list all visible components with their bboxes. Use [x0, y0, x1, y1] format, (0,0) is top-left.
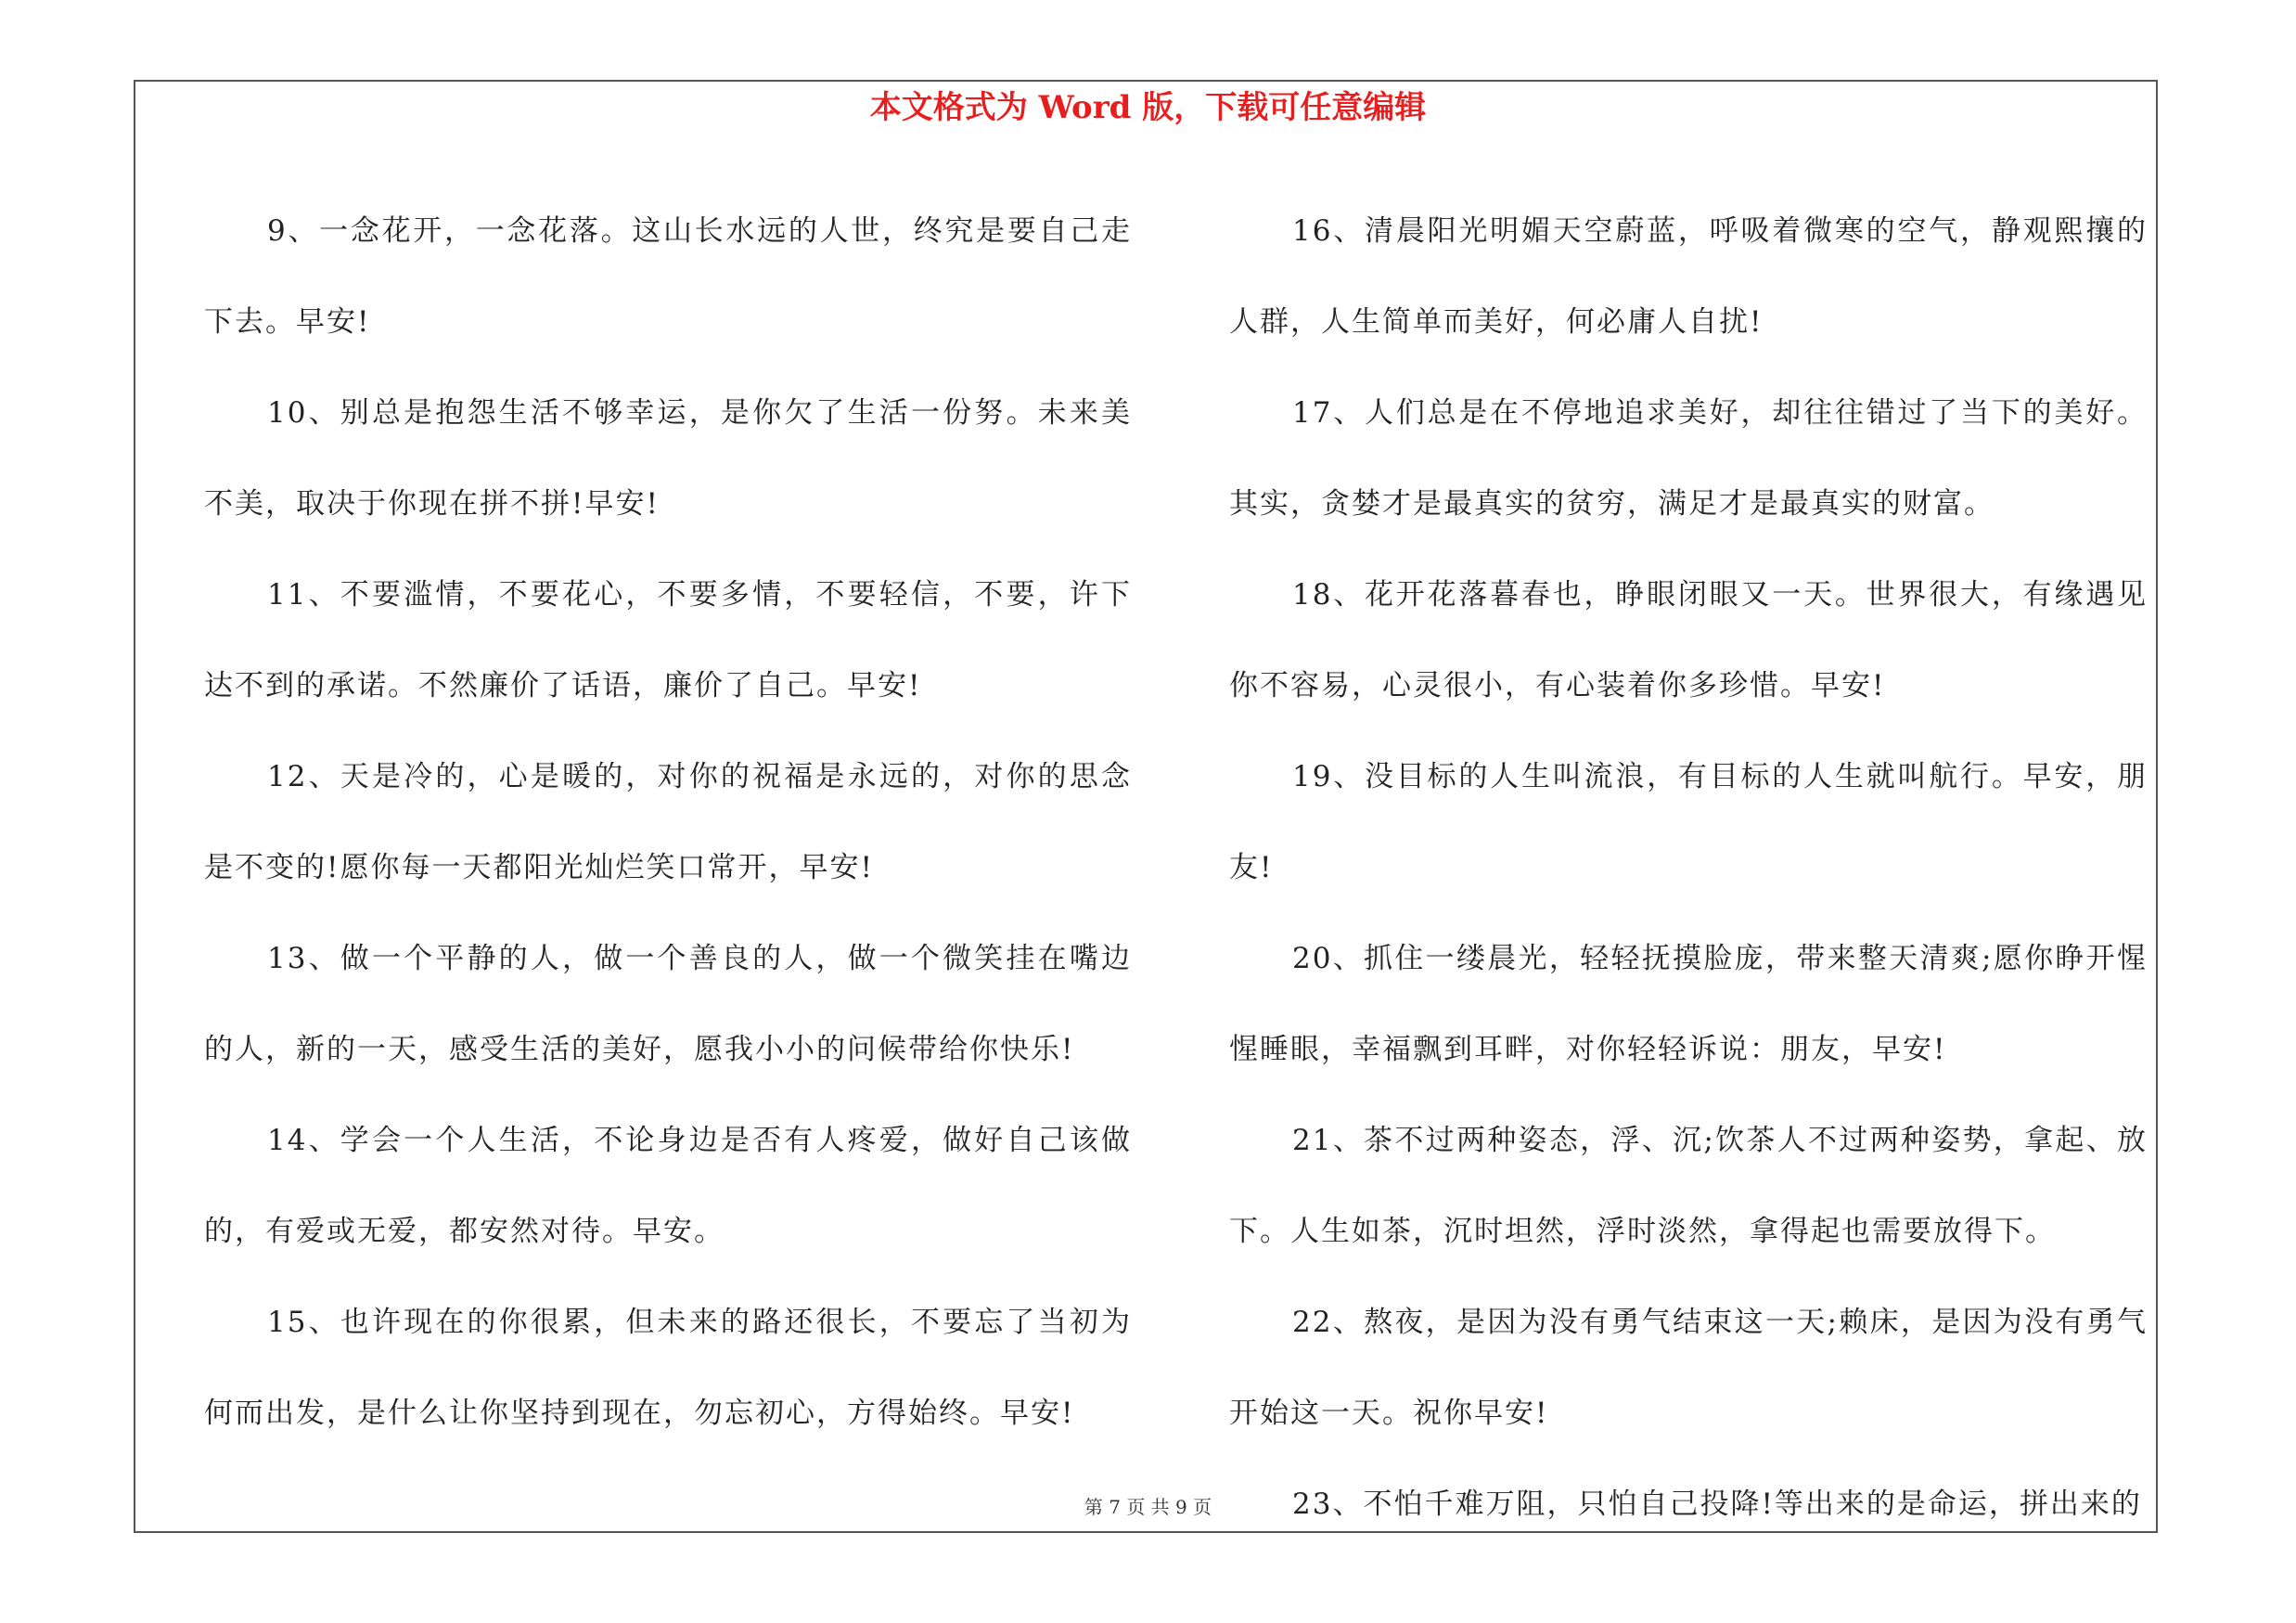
- paragraph-13: 13、做一个平静的人，做一个善良的人，做一个微笑挂在嘴边的人，新的一天，感受生活的美好，愿我小小的问候带给你快乐!: [204, 942, 1132, 1066]
- paragraph-9: 9、一念花开，一念花落。这山长水远的人世，终究是要自己走下去。早安!: [204, 214, 1132, 339]
- paragraph-22: 22、熬夜，是因为没有勇气结束这一天;赖床，是因为没有勇气开始这一天。祝你早安!: [1229, 1306, 2148, 1430]
- paragraph-19: 19、没目标的人生叫流浪，有目标的人生就叫航行。早安，朋友!: [1229, 760, 2148, 884]
- paragraph-15: 15、也许现在的你很累，但未来的路还很长，不要忘了当初为何而出发，是什么让你坚持到现在，勿忘初心，方得始终。早安!: [204, 1306, 1132, 1430]
- paragraph-11: 11、不要滥情，不要花心，不要多情，不要轻信，不要，许下达不到的承诺。不然廉价了话语，廉价了自己。早安!: [204, 578, 1132, 702]
- word-format-banner: 本文格式为 Word 版，下载可任意编辑: [869, 89, 1427, 126]
- paragraph-14: 14、学会一个人生活，不论身边是否有人疼爱，做好自己该做的，有爱或无爱，都安然对待。早安。: [204, 1124, 1132, 1248]
- right-column: [1229, 186, 2148, 1550]
- paragraph-17: 17、人们总是在不停地追求美好，却往往错过了当下的美好。其实，贪婪才是最真实的贫穷，满足才是最真实的财富。: [1229, 396, 2148, 521]
- page-number-footer: 第 7 页 共 9 页: [1084, 1496, 1212, 1518]
- paragraph-23: 23、不怕千难万阻，只怕自己投降!等出来的是命运，拼出来的: [1292, 1488, 2142, 1521]
- paragraph-16: 16、清晨阳光明媚天空蔚蓝，呼吸着微寒的空气，静观熙攘的人群，人生简单而美好，何必庸人自扰!: [1229, 214, 2148, 339]
- paragraph-21: 21、茶不过两种姿态，浮、沉;饮茶人不过两种姿势，拿起、放下。人生如茶，沉时坦然，浮时淡然，拿得起也需要放得下。: [1229, 1124, 2148, 1248]
- left-column: [204, 186, 1132, 1459]
- paragraph-18: 18、花开花落暮春也，睁眼闭眼又一天。世界很大，有缘遇见你不容易，心灵很小，有心装着你多珍惜。早安!: [1229, 578, 2148, 702]
- paragraph-12: 12、天是冷的，心是暖的，对你的祝福是永远的，对你的思念是不变的!愿你每一天都阳光灿烂笑口常开，早安!: [204, 760, 1132, 884]
- paragraph-10: 10、别总是抱怨生活不够幸运，是你欠了生活一份努。未来美不美，取决于你现在拼不拼!早安!: [204, 396, 1132, 521]
- paragraph-20: 20、抓住一缕晨光，轻轻抚摸脸庞，带来整天清爽;愿你睁开惺惺睡眼，幸福飘到耳畔，对你轻轻诉说：朋友，早安!: [1229, 942, 2148, 1066]
